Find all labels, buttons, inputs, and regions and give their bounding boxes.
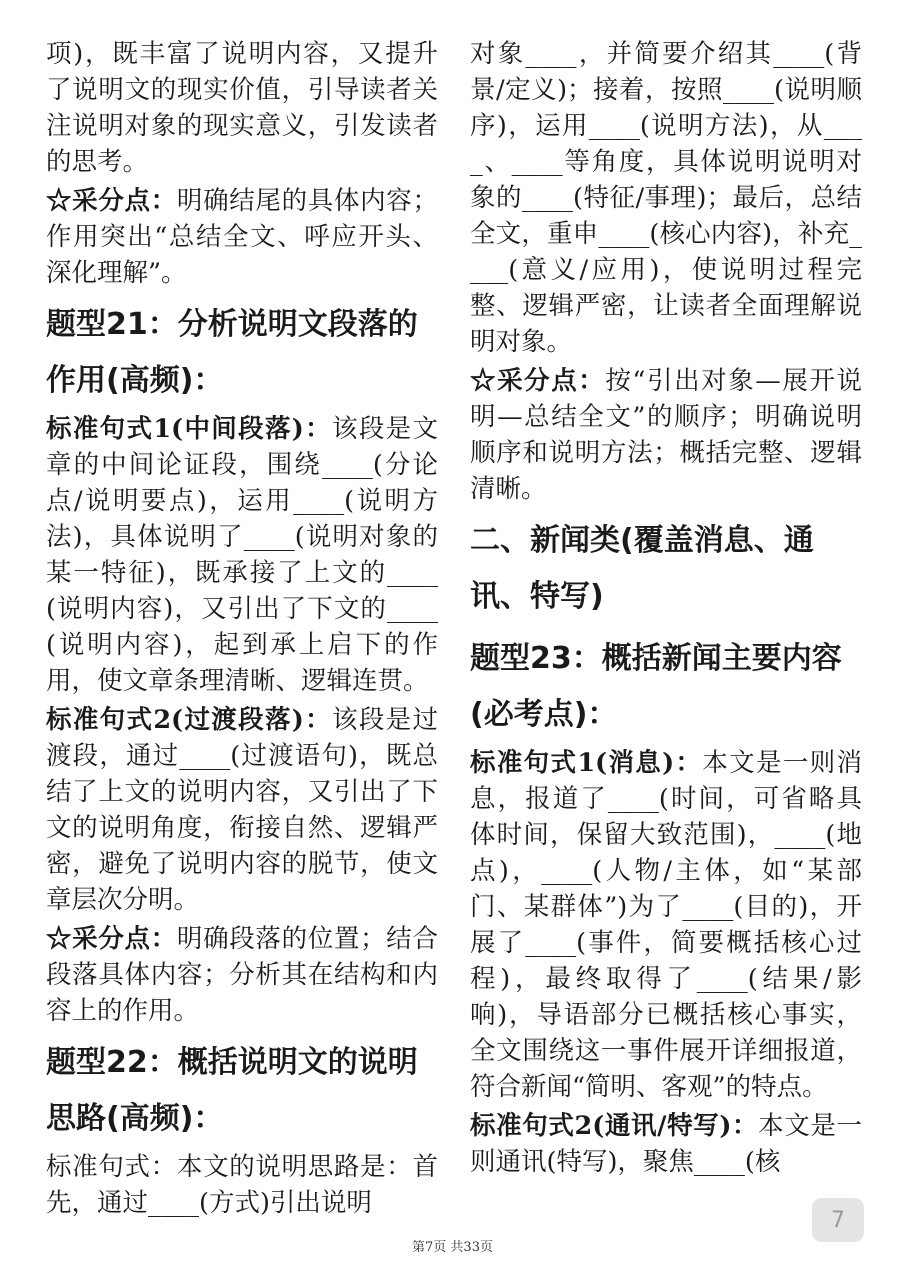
paragraph-lead: ☆采分点：	[470, 366, 606, 396]
section-heading: 题型21：分析说明文段落的作用(高频)：	[46, 307, 418, 398]
paragraph-text: 本文是一则消息，报道了____(时间，可省略具体时间，保留大致范围)，____(地点)，____(人物/主体，如“某部门、某群体”)为了____(目的)，开展了____(事件，简要概括核心过程)，最终取得了____(结果/影响)，导语部分已概括核心事实，全文围绕这一事件展开详细报道，符合新闻“简明、客观”的特点。	[470, 748, 862, 1102]
paragraph-lead: ☆采分点：	[46, 186, 177, 216]
paragraph	[46, 1149, 438, 1221]
paragraph	[470, 36, 862, 360]
paragraph-text: 该段是文章的中间论证段，围绕____(分论点/说明要点)，运用____(说明方法)，具体说明了____(说明对象的某一特征)，既承接了上文的____(说明内容)，又引出了下文的____(说明内容)，起到承上启下的作用，使文章条理清晰、逻辑连贯。	[46, 414, 438, 696]
paragraph-text: 标准句式：本文的说明思路是：首先，通过____(方式)引出说明	[46, 1152, 438, 1218]
paragraph-text: 按“引出对象—展开说明—总结全文”的顺序；明确说明顺序和说明方法；概括完整、逻辑清晰。	[470, 366, 862, 504]
paragraph	[470, 745, 862, 1105]
section-heading: 题型22：概括说明文的说明思路(高频)：	[46, 1045, 418, 1136]
paragraph-lead: ☆采分点：	[46, 924, 177, 954]
paragraph-lead: 标准句式2(通讯/特写)：	[470, 1111, 759, 1141]
section-heading: 二、新闻类(覆盖消息、通讯、特写)	[470, 523, 814, 614]
paragraph-lead: 标准句式1(中间段落)：	[46, 414, 332, 444]
paragraph-text: 对象____，并简要介绍其____(背景/定义)；接着，按照____(说明顺序)，运用____(说明方法)，从____、____等角度，具体说明说明对象的____(特征/事理)；最后，总结全文，重申____(核心内容)，补充____(意义/应用)，使说明过程完整、逻辑严密，让读者全面理解说明对象。	[470, 39, 862, 357]
paragraph	[46, 411, 438, 699]
paragraph	[46, 702, 438, 918]
page-footer: 第7页 共33页	[412, 1240, 493, 1255]
paragraph	[46, 36, 438, 180]
paragraph-lead: 标准句式1(消息)：	[470, 748, 703, 778]
paragraph-text: 明确结尾的具体内容；作用突出“总结全文、呼应开头、深化理解”。	[46, 186, 438, 288]
paragraph-text: 明确段落的位置；结合段落具体内容；分析其在结构和内容上的作用。	[46, 924, 438, 1026]
paragraph	[46, 921, 438, 1029]
paragraph	[470, 363, 862, 507]
left-column	[46, 36, 438, 1224]
paragraph	[46, 183, 438, 291]
right-column	[470, 36, 862, 1183]
paragraph-text: 项)，既丰富了说明内容，又提升了说明文的现实价值，引导读者关注说明对象的现实意义，引发读者的思考。	[46, 39, 438, 177]
paragraph-text: 该段是过渡段，通过____(过渡语句)，既总结了上文的说明内容，又引出了下文的说明角度，衔接自然、逻辑严密，避免了说明内容的脱节，使文章层次分明。	[46, 705, 438, 915]
paragraph-lead: 标准句式2(过渡段落)：	[46, 705, 332, 735]
paragraph-text: 本文是一则通讯(特写)，聚焦____(核	[470, 1111, 862, 1177]
section-heading: 题型23：概括新闻主要内容(必考点)：	[470, 641, 842, 732]
paragraph	[470, 1108, 862, 1180]
page-indicator-button[interactable]: 7	[812, 1198, 864, 1242]
